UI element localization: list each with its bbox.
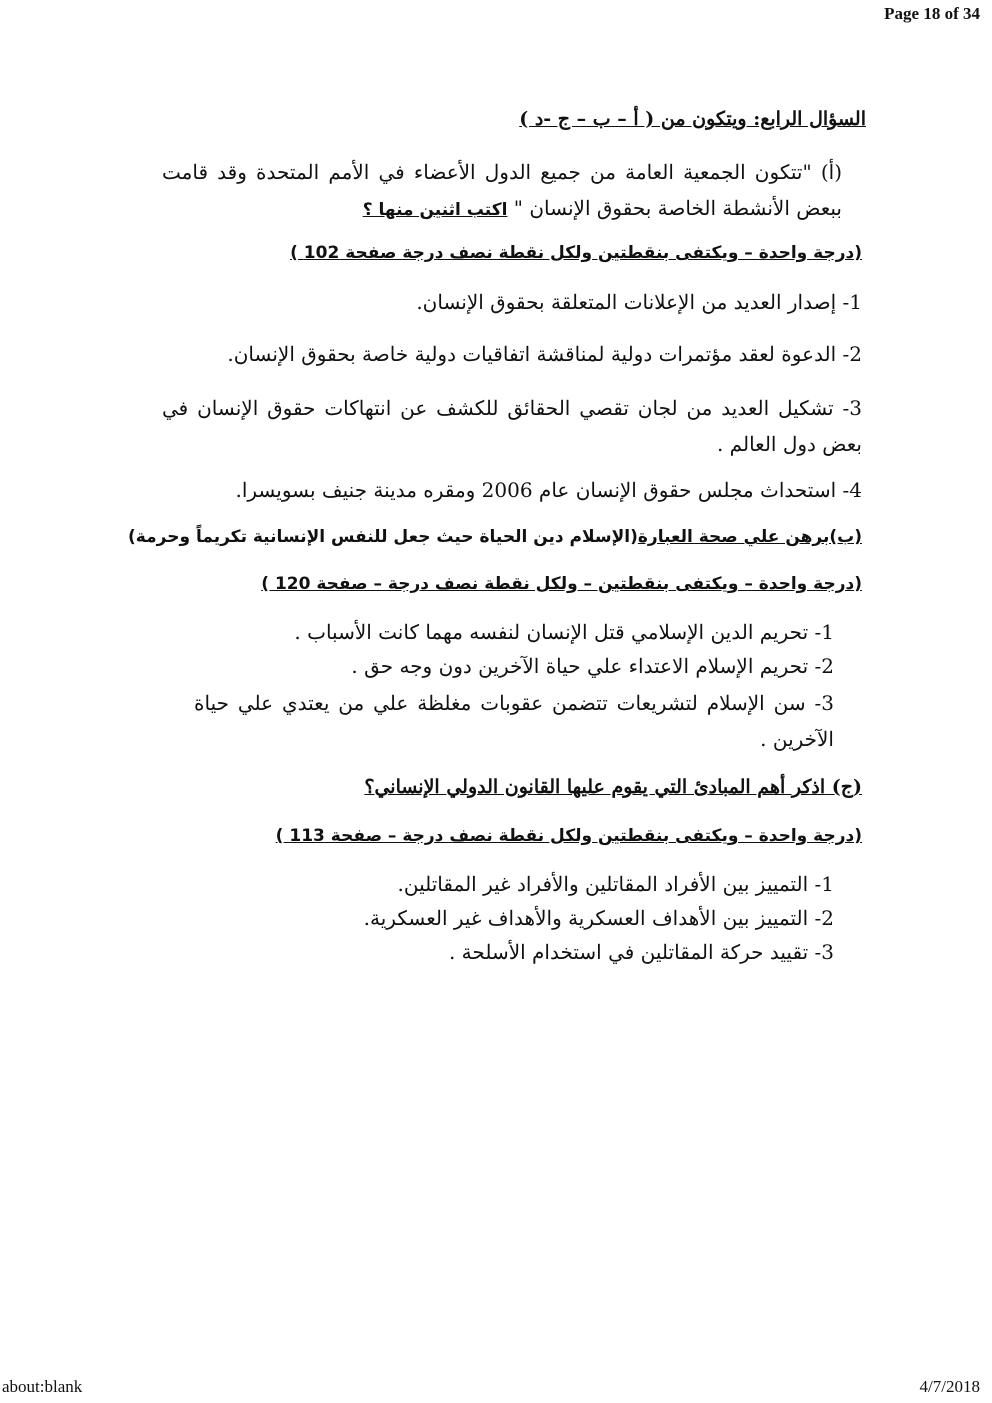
part-b-item: 3- سن الإسلام لتشريعات تتضمن عقوبات مغلظة علي من يعتدي علي حياة الآخرين . — [194, 691, 834, 751]
part-a-item: 3- تشكيل العديد من لجان تقصي الحقائق للكشف عن انتهاكات حقوق الإنسان في بعض دول العالم . — [162, 396, 862, 456]
part-b-statement: (الإسلام دين الحياة حيث جعل للنفس الإنسانية تكريماً وحرمة) — [128, 527, 638, 547]
part-b-item: 2- تحريم الإسلام الاعتداء علي حياة الآخرين دون وجه حق . — [351, 654, 834, 678]
footer-url: about:blank — [2, 1377, 83, 1396]
part-a-item: 4- استحداث مجلس حقوق الإنسان عام 2006 ومقره مدينة جنيف بسويسرا. — [235, 478, 862, 502]
part-c-grade: (درجة واحدة – ويكتفى بنقطتين ولكل نقطة نصف درجة – صفحة 113 ) — [275, 826, 862, 846]
part-b-grade: (درجة واحدة – ويكتفى بنقطتين – ولكل نقطة نصف درجة – صفحة 120 ) — [261, 574, 862, 594]
question-title: السؤال الرابع: ويتكون من ( أ – ب – ج -د ) — [519, 108, 866, 130]
footer-date: 4/7/2018 — [919, 1377, 980, 1396]
part-c-item: 2- التمييز بين الأهداف العسكرية والأهداف غير العسكرية. — [363, 906, 834, 930]
part-b-heading — [128, 527, 862, 547]
part-c-item: 3- تقييد حركة المقاتلين في استخدام الأسلحة . — [448, 940, 834, 964]
part-a-statement: (أ) "تتكون الجمعية العامة من جميع الدول الأعضاء في الأمم المتحدة وقد قامت ببعض الأنشطة الخاصة بحقوق الإنسان " — [162, 160, 842, 220]
part-a-item: 1- إصدار العديد من الإعلانات المتعلقة بحقوق الإنسان. — [416, 290, 862, 314]
part-c-title: (ج) اذكر أهم المبادئ التي يقوم عليها القانون الدولي الإنساني؟ — [364, 776, 862, 798]
part-b-item: 1- تحريم الدين الإسلامي قتل الإنسان لنفسه مهما كانت الأسباب . — [294, 620, 834, 644]
page-number: Page 18 of 34 — [884, 4, 980, 23]
part-a-text — [162, 154, 842, 228]
part-c-item: 1- التمييز بين الأفراد المقاتلين والأفراد غير المقاتلين. — [397, 872, 834, 896]
part-a-prompt: اكتب اثنين منها ؟ — [362, 200, 508, 220]
part-b-label: (ب)برهن علي صحة العبارة — [637, 527, 862, 547]
part-a-item: 2- الدعوة لعقد مؤتمرات دولية لمناقشة اتفاقيات دولية خاصة بحقوق الإنسان. — [227, 342, 862, 366]
part-a-grade: (درجة واحدة – ويكتفى بنقطتين ولكل نقطة نصف درجة صفحة 102 ) — [290, 243, 862, 263]
